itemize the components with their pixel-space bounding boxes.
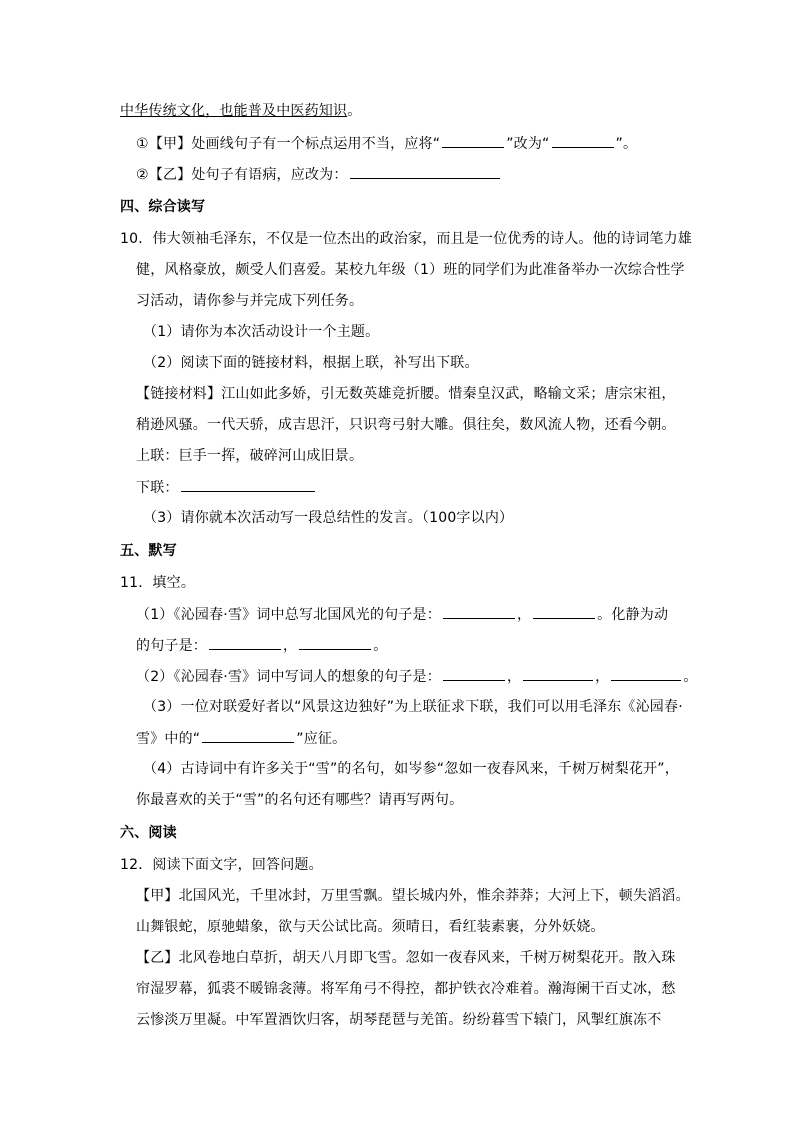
q12-prompt: 12．阅读下面文字，回答问题。 bbox=[120, 857, 323, 873]
q9-subquestion-1: ①【甲】处画线句子有一个标点运用不当，应将“ ”改为“ ”。 bbox=[136, 133, 637, 154]
q10-line: 10．伟大领袖毛泽东，不仅是一位杰出的政治家，而且是一位优秀的诗人。他的诗词笔力雄 bbox=[120, 231, 693, 247]
passage-yi: 【乙】北风卷地白草折，胡天八月即飞雪。忽如一夜春风来，千树万树梨花开。散入珠 bbox=[136, 950, 676, 966]
answer-blank[interactable] bbox=[299, 635, 371, 650]
q11-item-1b: 的句子是： ， 。 bbox=[136, 635, 387, 656]
section-title: 五、默写 bbox=[120, 543, 177, 559]
answer-blank[interactable] bbox=[442, 133, 504, 148]
answer-blank[interactable] bbox=[350, 164, 500, 179]
q10-subquestion: （3）请你就本次活动写一段总结性的发言。（100字以内） bbox=[143, 510, 514, 526]
q11-item-2: （2）《沁园春·雪》词中写词人的想象的句子是： ， ， 。 bbox=[136, 666, 698, 687]
answer-blank[interactable] bbox=[209, 635, 281, 650]
q10-subquestion: （1）请你为本次活动设计一个主题。 bbox=[143, 324, 380, 340]
answer-blank[interactable] bbox=[523, 666, 593, 681]
answer-blank[interactable] bbox=[202, 728, 294, 743]
passage-jia: 【甲】北国风光，千里冰封，万里雪飘。望长城内外，惟余莽莽；大河上下，顿失滔滔。 bbox=[136, 888, 690, 904]
answer-blank[interactable] bbox=[533, 604, 595, 619]
q9-subquestion-2: ②【乙】处句子有语病，应改为： bbox=[136, 164, 502, 185]
answer-blank[interactable] bbox=[181, 477, 315, 492]
q11-item-3b: 雪》中的“ ”应征。 bbox=[136, 728, 346, 749]
q11-item-3: （3）一位对联爱好者以“风景这边独好”为上联征求下联，我们可以用毛泽东《沁园春· bbox=[143, 699, 683, 715]
section-title: 四、综合读写 bbox=[120, 199, 206, 215]
couplet-upper: 上联：巨手一挥，破碎河山成旧景。 bbox=[136, 448, 364, 464]
q10-line: 习活动，请你参与并完成下列任务。 bbox=[136, 293, 364, 309]
answer-blank[interactable] bbox=[443, 666, 505, 681]
passage-jia: 山舞银蛇，原驰蜡象，欲与天公试比高。须晴日，看红装素裹，分外妖娆。 bbox=[136, 919, 605, 935]
q11-item-1: （1）《沁园春·雪》词中总写北国风光的句子是： ， 。化静为动 bbox=[136, 604, 668, 625]
underlined-sentence: 中华传统文化，也能普及中医药知识 bbox=[120, 103, 348, 119]
linked-material: 【链接材料】江山如此多娇，引无数英雄竞折腰。惜秦皇汉武，略输文采；唐宗宋祖， bbox=[136, 386, 676, 402]
linked-material: 稍逊风骚。一代天骄，成吉思汗，只识弯弓射大雕。俱往矣，数风流人物，还看今朝。 bbox=[136, 417, 676, 433]
q11-prompt: 11．填空。 bbox=[120, 575, 196, 591]
q11-item-4: （4）古诗词中有许多关于“雪”的名句，如岑参“忽如一夜春风来，千树万树梨花开”， bbox=[143, 761, 679, 777]
answer-blank[interactable] bbox=[443, 604, 515, 619]
section-title: 六、阅读 bbox=[120, 825, 177, 841]
passage-yi: 帘湿罗幕，狐裘不暖锦衾薄。将军角弓不得控，都护铁衣冷难着。瀚海阑干百丈冰，愁 bbox=[136, 981, 676, 997]
q9-continuation: 中华传统文化，也能普及中医药知识。 bbox=[120, 103, 362, 119]
couplet-lower: 下联： bbox=[136, 477, 317, 498]
q10-subquestion: （2）阅读下面的链接材料，根据上联，补写出下联。 bbox=[143, 355, 479, 371]
q11-item-4b: 你最喜欢的关于“雪”的名句还有哪些？请再写两句。 bbox=[136, 792, 464, 808]
answer-blank[interactable] bbox=[611, 666, 681, 681]
q10-line: 健，风格豪放，颇受人们喜爱。某校九年级（1）班的同学们为此准备举办一次综合性学 bbox=[136, 262, 685, 278]
passage-yi: 云惨淡万里凝。中军置酒饮归客，胡琴琵琶与羌笛。纷纷暮雪下辕门，风掣红旗冻不 bbox=[136, 1012, 662, 1028]
answer-blank[interactable] bbox=[552, 133, 614, 148]
